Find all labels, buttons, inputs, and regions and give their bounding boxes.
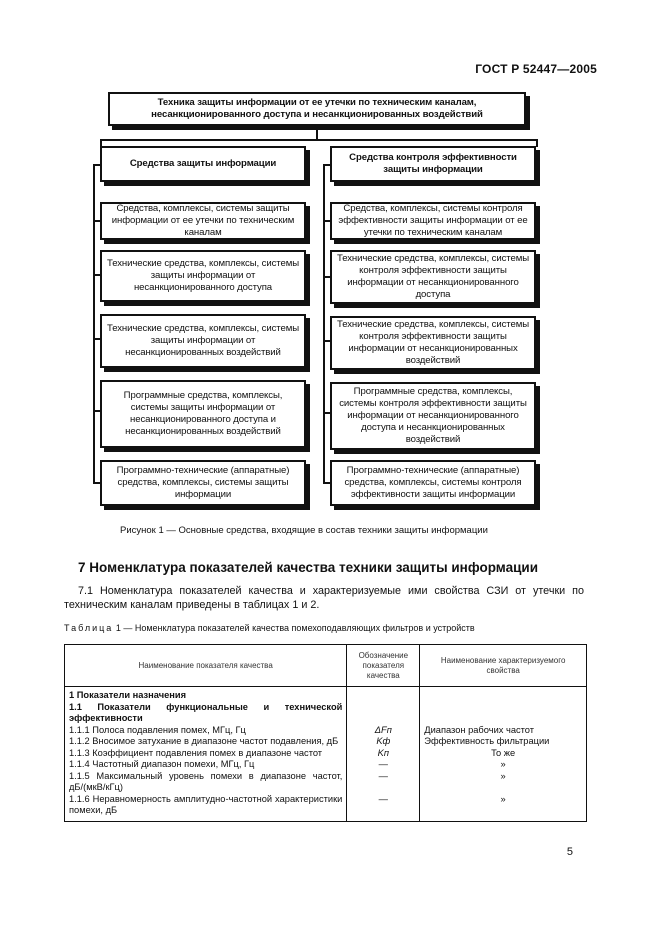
document-code: ГОСТ Р 52447—2005: [475, 62, 597, 76]
header-property: Наименование характеризуемого свойства: [420, 645, 587, 687]
table-header-row: [65, 645, 587, 687]
table-row: 1.1.2 Вносимое затухание в диапазоне частот подавления, дБ Kф Эффективность фильтрации: [65, 736, 587, 748]
diagram-right-head-text: Средства контроля эффективности защиты информации: [349, 152, 517, 175]
page-number: 5: [566, 846, 573, 858]
diagram-right-item-1: Средства, комплексы, системы контроля эффективности защиты информации от ее утечки по техническим каналам: [330, 202, 536, 240]
quality-table: [64, 644, 587, 822]
diagram-left-head: [100, 146, 306, 182]
table-row: 1.1.6 Неравномерность амплитудно-частотной характеристики помехи, дБ — »: [65, 794, 587, 822]
diagram-right-item-2: Технические средства, комплексы, системы контроля эффективности защиты информации от несанкционированного доступа: [330, 250, 536, 304]
table-caption-text: 1 — Номенклатура показателей качества помехоподавляющих фильтров и устройств: [115, 623, 475, 633]
diagram-left-item-4: Программные средства, комплексы, системы защиты информации от несанкционированного доступа и несанкционированных воздействий: [100, 380, 306, 448]
diagram-left-item-5: Программно-технические (аппаратные) средства, комплексы, системы защиты информации: [100, 460, 306, 506]
table-row: 1.1 Показатели функциональные и технической эффективности: [65, 702, 587, 725]
table-row: 1 Показатели назначения: [65, 687, 587, 702]
diagram-left-head-text: Средства защиты информации: [129, 158, 277, 169]
table-row: 1.1.4 Частотный диапазон помехи, МГц, Гц — »: [65, 759, 587, 771]
diagram-left-item-3: Технические средства, комплексы, системы защиты информации от несанкционированных воздействий: [100, 314, 306, 368]
diagram-top-box: [108, 92, 526, 126]
diagram-left-item-2: Технические средства, комплексы, системы защиты информации от несанкционированного доступа: [100, 250, 306, 302]
diagram-right-item-4: Программные средства, комплексы, системы контроля эффективности защиты информации от несанкционированного доступа и несанкционированных воздействий: [330, 382, 536, 450]
table-row: 1.1.1 Полоса подавления помех, МГц, Гц ΔFп Диапазон рабочих частот: [65, 725, 587, 737]
diagram-left-item-1: Средства, комплексы, системы защиты информации от ее утечки по техническим каналам: [100, 202, 306, 240]
diagram-right-item-3: Технические средства, комплексы, системы контроля эффективности защиты информации от несанкционированных воздействий: [330, 316, 536, 370]
header-symbol: Обозначение показателя качества: [347, 645, 420, 687]
figure-caption: Рисунок 1 — Основные средства, входящие в состав техники защиты информации: [120, 525, 488, 536]
table-caption: [64, 623, 475, 633]
header-name: Наименование показателя качества: [65, 645, 347, 687]
table-row: 1.1.3 Коэффициент подавления помех в диапазоне частот Kп То же: [65, 748, 587, 760]
table-row: 1.1.5 Максимальный уровень помехи в диапазоне частот, дБ/(мкВ/кГц) — »: [65, 771, 587, 794]
diagram-right-head: [330, 146, 536, 182]
section-paragraph: 7.1 Номенклатура показателей качества и характеризуемые ими свойства СЗИ от утечки по техническим каналам приведены в таблицах 1 и 2.: [64, 585, 584, 611]
diagram-top-text: Техника защиты информации от ее утечки по техническим каналам, несанкционированного доступа и несанкционированных воздействий: [151, 97, 483, 120]
section-title: 7 Номенклатура показателей качества техники защиты информации: [78, 560, 539, 575]
diagram-right-item-5: Программно-технические (аппаратные) средства, комплексы, системы контроля эффективности защиты информации: [330, 460, 536, 506]
table-caption-word: Таблица: [64, 623, 114, 633]
